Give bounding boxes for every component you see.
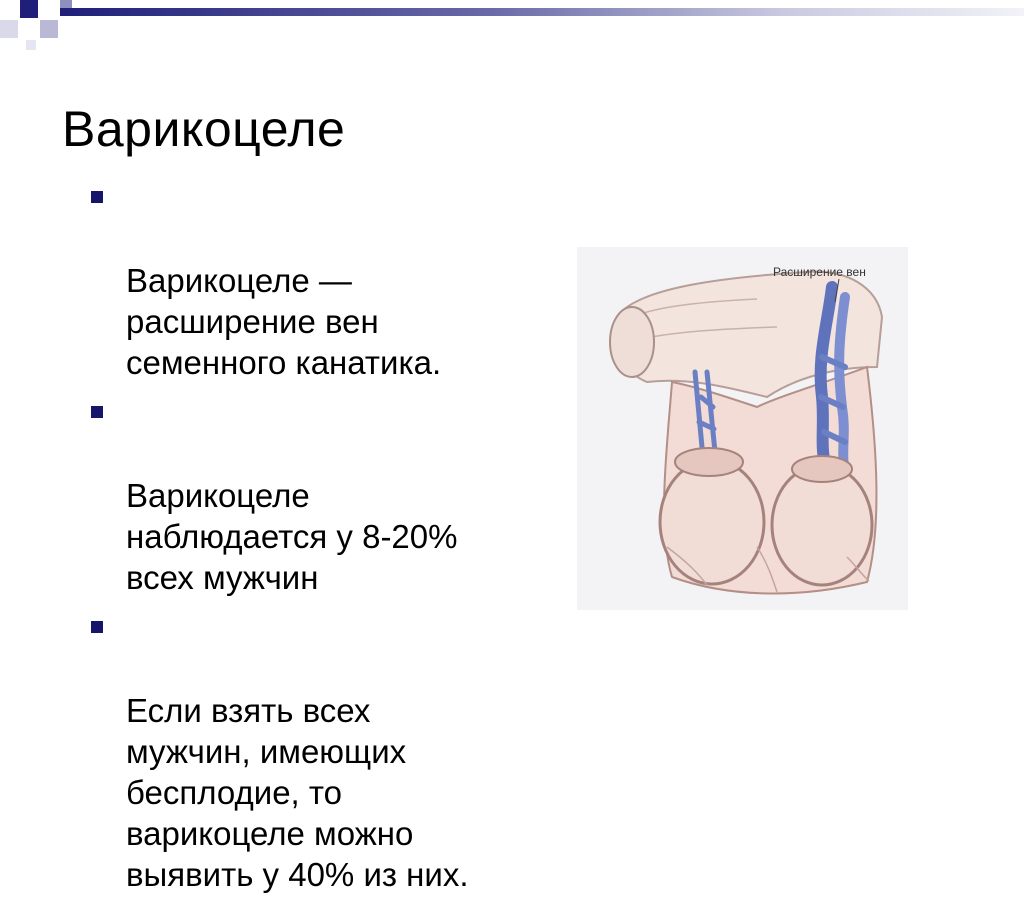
decor-square (20, 0, 38, 18)
varicocele-drawing (577, 247, 908, 610)
bullet-text: Если взять всех мужчин, имеющих бесплодие, то варикоцеле можно выявить у 40% из них. (126, 692, 469, 893)
bullet-text: Варикоцеле наблюдается у 8-20% всех мужчин (126, 477, 458, 596)
bullet-item (90, 393, 560, 598)
bullet-square-icon (91, 191, 103, 203)
anatomy-illustration (577, 247, 908, 610)
bullet-square-icon (91, 621, 103, 633)
header-band (60, 8, 1024, 16)
bullet-item (90, 608, 560, 895)
decor-square (0, 20, 18, 38)
decor-square (40, 20, 58, 38)
bullet-text: Варикоцеле — расширение вен семенного канатика. (126, 262, 442, 381)
decor-square (26, 40, 36, 50)
figure-label: Расширение вен (773, 265, 866, 279)
slide-title: Варикоцеле (62, 101, 346, 157)
bullet-square-icon (91, 406, 103, 418)
bullet-item (90, 178, 560, 383)
bullet-list (90, 178, 560, 905)
